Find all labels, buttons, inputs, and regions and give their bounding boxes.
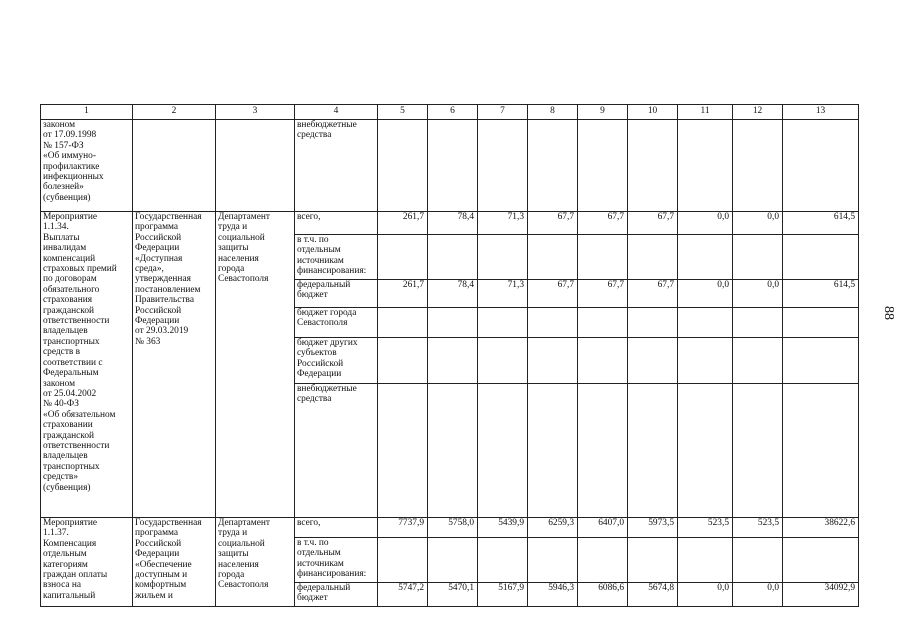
value-cell: 614,5 — [783, 280, 859, 308]
value-cell — [428, 384, 478, 518]
value-cell — [628, 538, 678, 583]
value-cell — [678, 308, 733, 338]
value-cell — [733, 384, 783, 518]
value-cell — [378, 384, 428, 518]
value-cell: 5973,5 — [628, 518, 678, 538]
value-cell — [733, 538, 783, 583]
source-label-cell: внебюджетные средства — [295, 384, 378, 518]
value-cell — [378, 538, 428, 583]
measure-cell: Мероприятие 1.1.34. Выплаты инвалидам компенсаций страховых премий по договорам обязательного страхования гражданской ответственности владельцев транспортных средств в соответствии с Федеральным законом от 25.04.2002 № 40-ФЗ «Об обязательном страховании гражданской ответственности владельцев транспортных средств» (субвенция) — [41, 212, 133, 518]
value-cell — [428, 235, 478, 280]
header-cell: 3 — [216, 105, 295, 120]
header-cell: 12 — [733, 105, 783, 120]
value-cell — [678, 120, 733, 212]
value-cell: 5758,0 — [428, 518, 478, 538]
source-label-cell: бюджет города Севастополя — [295, 308, 378, 338]
source-label-cell: федеральный бюджет — [295, 280, 378, 308]
program-cell — [133, 120, 216, 212]
table-row — [41, 518, 859, 538]
source-label-cell: федеральный бюджет — [295, 583, 378, 607]
value-cell — [578, 384, 628, 518]
header-cell: 1 — [41, 105, 133, 120]
value-cell — [578, 338, 628, 384]
value-cell: 71,3 — [478, 212, 528, 235]
measure-cell: законом от 17.09.1998 № 157-ФЗ «Об иммуно- профилактике инфекционных болезней» (субвенция) — [41, 120, 133, 212]
source-label-cell: в т.ч. по отдельным источникам финансирования: — [295, 538, 378, 583]
value-cell — [378, 120, 428, 212]
value-cell — [378, 235, 428, 280]
value-cell — [783, 308, 859, 338]
page-number: 88 — [881, 306, 896, 320]
source-label-cell: всего, — [295, 518, 378, 538]
value-cell — [478, 538, 528, 583]
value-cell: 7737,9 — [378, 518, 428, 538]
budget-table — [40, 104, 859, 607]
value-cell — [378, 338, 428, 384]
value-cell — [678, 538, 733, 583]
value-cell: 523,5 — [733, 518, 783, 538]
header-cell: 5 — [378, 105, 428, 120]
value-cell: 0,0 — [733, 583, 783, 607]
value-cell — [628, 338, 678, 384]
value-cell — [783, 338, 859, 384]
value-cell: 0,0 — [678, 280, 733, 308]
program-cell: Государственная программа Российской Федерации «Обеспечение доступным и комфортным жильем и — [133, 518, 216, 607]
value-cell: 5946,3 — [528, 583, 578, 607]
value-cell — [783, 538, 859, 583]
value-cell — [628, 308, 678, 338]
header-cell: 10 — [628, 105, 678, 120]
value-cell — [378, 308, 428, 338]
value-cell: 78,4 — [428, 212, 478, 235]
header-cell: 4 — [295, 105, 378, 120]
value-cell: 67,7 — [578, 280, 628, 308]
value-cell: 38622,6 — [783, 518, 859, 538]
value-cell: 0,0 — [733, 280, 783, 308]
value-cell: 5439,9 — [478, 518, 528, 538]
value-cell — [578, 308, 628, 338]
value-cell — [428, 538, 478, 583]
value-cell — [628, 120, 678, 212]
value-cell — [783, 384, 859, 518]
value-cell: 523,5 — [678, 518, 733, 538]
header-cell: 6 — [428, 105, 478, 120]
value-cell — [528, 338, 578, 384]
value-cell — [733, 235, 783, 280]
value-cell: 6407,0 — [578, 518, 628, 538]
value-cell: 0,0 — [678, 583, 733, 607]
value-cell — [678, 338, 733, 384]
value-cell — [628, 384, 678, 518]
value-cell: 0,0 — [733, 212, 783, 235]
value-cell — [478, 338, 528, 384]
value-cell — [428, 338, 478, 384]
source-label-cell: в т.ч. по отдельным источникам финансирования: — [295, 235, 378, 280]
value-cell: 67,7 — [528, 212, 578, 235]
header-cell: 7 — [478, 105, 528, 120]
program-cell: Государственная программа Российской Федерации «Доступная среда», утвержденная постановлением Правительства Российской Федерации от 29.03.2019 № 363 — [133, 212, 216, 518]
value-cell — [528, 120, 578, 212]
value-cell — [783, 120, 859, 212]
value-cell — [528, 235, 578, 280]
header-row — [41, 105, 859, 120]
value-cell — [478, 235, 528, 280]
value-cell — [428, 120, 478, 212]
value-cell: 6259,3 — [528, 518, 578, 538]
header-cell: 9 — [578, 105, 628, 120]
value-cell — [578, 538, 628, 583]
executor-cell: Департамент труда и социальной защиты населения города Севастополя — [216, 518, 295, 607]
value-cell — [528, 308, 578, 338]
source-label-cell: внебюджетные средства — [295, 120, 378, 212]
value-cell — [528, 538, 578, 583]
value-cell — [678, 235, 733, 280]
value-cell — [733, 308, 783, 338]
value-cell: 261,7 — [378, 212, 428, 235]
value-cell — [428, 308, 478, 338]
value-cell: 5674,8 — [628, 583, 678, 607]
value-cell: 78,4 — [428, 280, 478, 308]
header-cell: 11 — [678, 105, 733, 120]
value-cell: 5167,9 — [478, 583, 528, 607]
source-label-cell: бюджет других субъектов Российской Федерации — [295, 338, 378, 384]
value-cell: 5747,2 — [378, 583, 428, 607]
value-cell: 0,0 — [678, 212, 733, 235]
value-cell — [478, 120, 528, 212]
value-cell: 6086,6 — [578, 583, 628, 607]
table-row — [41, 212, 859, 235]
header-cell: 2 — [133, 105, 216, 120]
header-cell: 13 — [783, 105, 859, 120]
value-cell — [578, 120, 628, 212]
executor-cell: Департамент труда и социальной защиты населения города Севастополя — [216, 212, 295, 518]
header-cell: 8 — [528, 105, 578, 120]
value-cell: 261,7 — [378, 280, 428, 308]
value-cell — [578, 235, 628, 280]
value-cell — [478, 384, 528, 518]
value-cell — [628, 235, 678, 280]
value-cell — [528, 384, 578, 518]
source-label-cell: всего, — [295, 212, 378, 235]
value-cell: 67,7 — [628, 280, 678, 308]
value-cell: 5470,1 — [428, 583, 478, 607]
value-cell — [678, 384, 733, 518]
value-cell: 34092,9 — [783, 583, 859, 607]
measure-cell: Мероприятие 1.1.37. Компенсация отдельным категориям граждан оплаты взноса на капитальный — [41, 518, 133, 607]
value-cell: 67,7 — [578, 212, 628, 235]
value-cell: 67,7 — [528, 280, 578, 308]
value-cell: 614,5 — [783, 212, 859, 235]
executor-cell — [216, 120, 295, 212]
value-cell: 71,3 — [478, 280, 528, 308]
value-cell — [733, 338, 783, 384]
value-cell — [783, 235, 859, 280]
value-cell — [478, 308, 528, 338]
value-cell — [733, 120, 783, 212]
table-row — [41, 120, 859, 212]
value-cell: 67,7 — [628, 212, 678, 235]
